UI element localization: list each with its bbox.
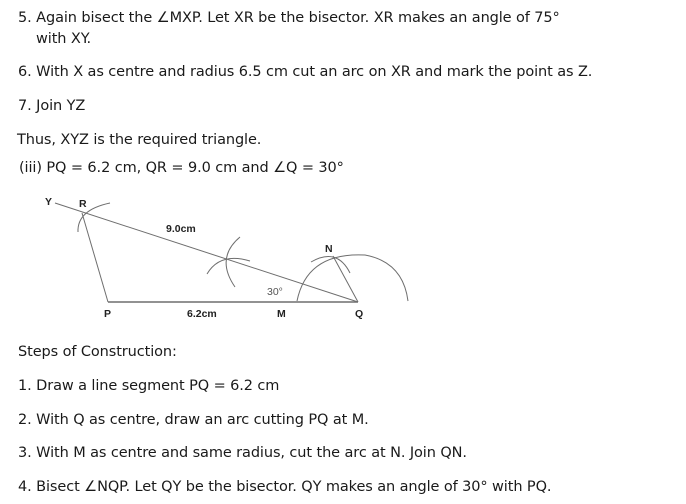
triangle-pqr-figure — [35, 190, 425, 325]
bisector-arc-right — [226, 237, 240, 287]
step-5 — [18, 9, 560, 27]
step-4-number: 4. — [18, 479, 32, 495]
label-n: N — [325, 243, 333, 255]
ray-qy — [55, 203, 358, 302]
step-7 — [18, 97, 85, 115]
label-pq-length: 6.2cm — [187, 308, 217, 320]
step-5-continuation: with XY. — [36, 31, 92, 47]
label-p: P — [104, 308, 112, 320]
step-4 — [18, 478, 551, 496]
label-r: R — [79, 198, 87, 210]
step-1-number: 1. — [18, 378, 32, 394]
step-4-text: Bisect ∠NQP. Let QY be the bisector. QY makes an angle of 30° with PQ. — [36, 479, 552, 495]
step-3-number: 3. — [18, 445, 32, 461]
segment-pr — [82, 213, 108, 302]
step-5-number: 5. — [18, 10, 32, 26]
step-6 — [18, 63, 592, 81]
bisector-arc-left — [207, 258, 250, 274]
step-3-text: With M as centre and same radius, cut the arc at N. Join QN. — [36, 445, 467, 461]
step-7-number: 7. — [18, 98, 32, 114]
conclusion-text: Thus, XYZ is the required triangle. — [17, 132, 262, 148]
step-2-number: 2. — [18, 412, 32, 428]
step-2 — [18, 411, 369, 429]
label-qr-length: 9.0cm — [166, 223, 196, 235]
construction-diagram — [35, 190, 425, 325]
label-q: Q — [355, 308, 364, 320]
step-2-text: With Q as centre, draw an arc cutting PQ at M. — [36, 412, 369, 428]
arc-centre-q — [297, 255, 408, 301]
step-3 — [18, 444, 467, 462]
label-m: M — [277, 308, 286, 320]
label-angle-q: 30° — [267, 286, 283, 298]
step-6-text: With X as centre and radius 6.5 cm cut an arc on XR and mark the point as Z. — [36, 64, 593, 80]
label-y: Y — [45, 196, 53, 208]
part-iii-heading: (iii) PQ = 6.2 cm, QR = 9.0 cm and ∠Q = 30° — [19, 160, 344, 176]
steps-heading: Steps of Construction: — [18, 344, 177, 360]
step-6-number: 6. — [18, 64, 32, 80]
step-7-text: Join YZ — [36, 98, 86, 114]
step-5-text: Again bisect the ∠MXP. Let XR be the bisector. XR makes an angle of 75° — [36, 10, 560, 26]
step-1-text: Draw a line segment PQ = 6.2 cm — [36, 378, 280, 394]
step-1 — [18, 377, 279, 395]
